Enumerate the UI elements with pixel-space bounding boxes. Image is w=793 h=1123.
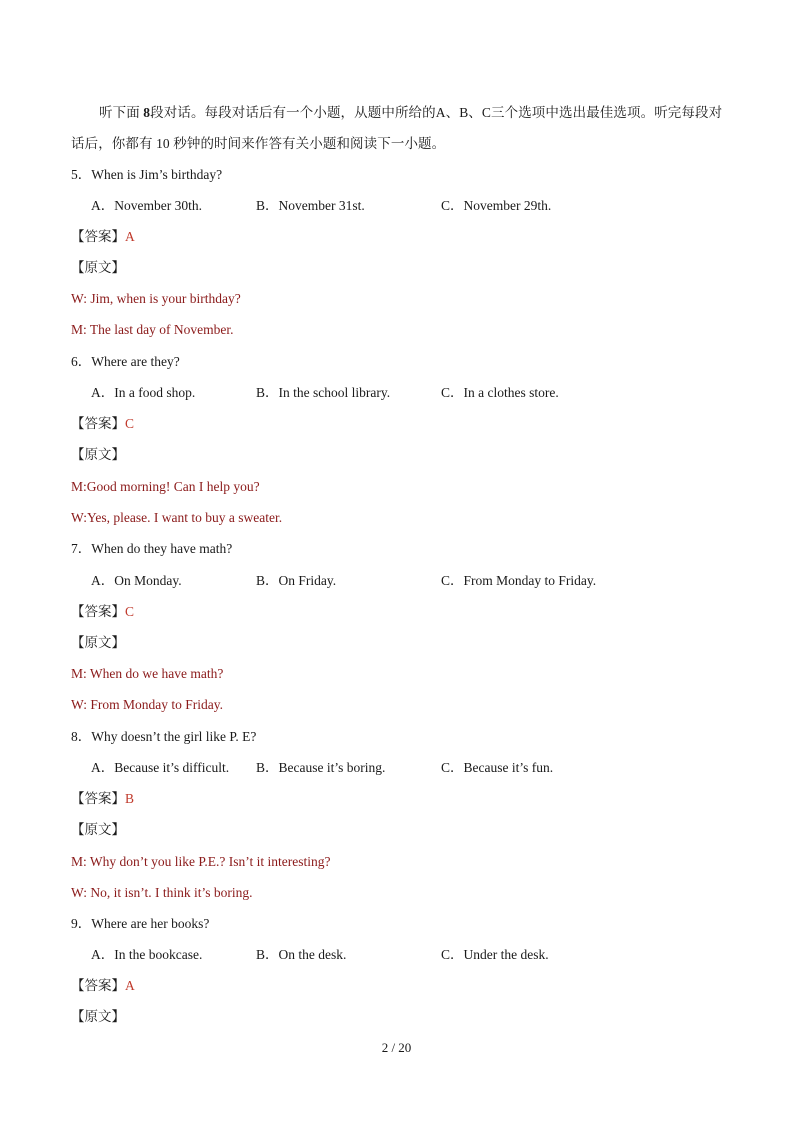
instructions-text-cont: 段对话。每段对话后有一个小题，从题中所给的A、B、C三个选项中选出最佳选项。听完每段对话后，你都有 10 秒钟的时间来作答有关小题和阅读下一小题。: [71, 105, 723, 151]
script-tag-text: 【原文】: [71, 447, 125, 463]
option-row: [91, 946, 731, 964]
script-line: W: From Monday to Friday.: [71, 697, 223, 712]
script-line: M:Good morning! Can I help you?: [71, 479, 260, 494]
script-line: W: Jim, when is your birthday?: [71, 291, 241, 306]
option-c: C．From Monday to Friday.: [441, 573, 597, 588]
answer-line: [71, 228, 135, 246]
answer-tag: 【答案】: [71, 978, 125, 994]
answer-value: B: [125, 791, 135, 806]
option-c: C．Because it’s fun.: [441, 760, 554, 775]
script-tag: [71, 446, 125, 464]
script-line: M: The last day of November.: [71, 322, 234, 337]
option-row: [91, 759, 731, 777]
script-tag-text: 【原文】: [71, 822, 125, 838]
script-tag: [71, 1008, 125, 1026]
answer-value: A: [125, 229, 135, 244]
option-row: [91, 572, 731, 590]
answer-tag: 【答案】: [71, 416, 125, 432]
answer-line: [71, 603, 134, 621]
option-a: A．In a food shop.: [91, 385, 196, 400]
option-row: [91, 384, 731, 402]
answer-value: C: [125, 416, 135, 431]
question-stem: 7．When do they have math?: [71, 541, 233, 556]
answer-tag: 【答案】: [71, 604, 125, 620]
option-a: A．November 30th.: [91, 198, 202, 213]
question-stem: 9．Where are her books?: [71, 916, 210, 931]
option-row: [91, 197, 731, 215]
option-b: B．Because it’s boring.: [256, 760, 386, 775]
option-c: C．November 29th.: [441, 198, 552, 213]
question-stem: 8．Why doesn’t the girl like P. E?: [71, 729, 257, 744]
option-b: B．On Friday.: [256, 573, 337, 588]
answer-tag: 【答案】: [71, 229, 125, 245]
option-b: B．November 31st.: [256, 198, 365, 213]
answer-value: C: [125, 604, 135, 619]
script-tag-text: 【原文】: [71, 1009, 125, 1025]
option-a: A．On Monday.: [91, 573, 182, 588]
option-b: B．In the school library.: [256, 385, 391, 400]
answer-value: A: [125, 978, 135, 993]
option-c: C．In a clothes store.: [441, 385, 559, 400]
option-a: A．In the bookcase.: [91, 947, 203, 962]
answer-line: [71, 415, 134, 433]
option-b: B．On the desk.: [256, 947, 347, 962]
instructions-text: 听下面: [99, 105, 144, 120]
script-tag: [71, 821, 125, 839]
answer-line: [71, 977, 135, 995]
page-number: 2 / 20: [381, 1040, 412, 1055]
script-line: M: Why don’t you like P.E.? Isn’t it interesting?: [71, 854, 331, 869]
script-line: W:Yes, please. I want to buy a sweater.: [71, 510, 283, 525]
option-a: A．Because it’s difficult.: [91, 760, 230, 775]
script-tag-text: 【原文】: [71, 635, 125, 651]
script-tag-text: 【原文】: [71, 260, 125, 276]
dialogue-count: 8: [143, 105, 151, 120]
script-tag: [71, 634, 125, 652]
question-stem: 5．When is Jim’s birthday?: [71, 167, 223, 182]
option-c: C．Under the desk.: [441, 947, 549, 962]
question-stem: 6．Where are they?: [71, 354, 180, 369]
script-line: W: No, it isn’t. I think it’s boring.: [71, 885, 253, 900]
instructions-paragraph: [71, 97, 726, 159]
script-line: M: When do we have math?: [71, 666, 224, 681]
script-tag: [71, 259, 125, 277]
answer-line: [71, 790, 134, 808]
answer-tag: 【答案】: [71, 791, 125, 807]
